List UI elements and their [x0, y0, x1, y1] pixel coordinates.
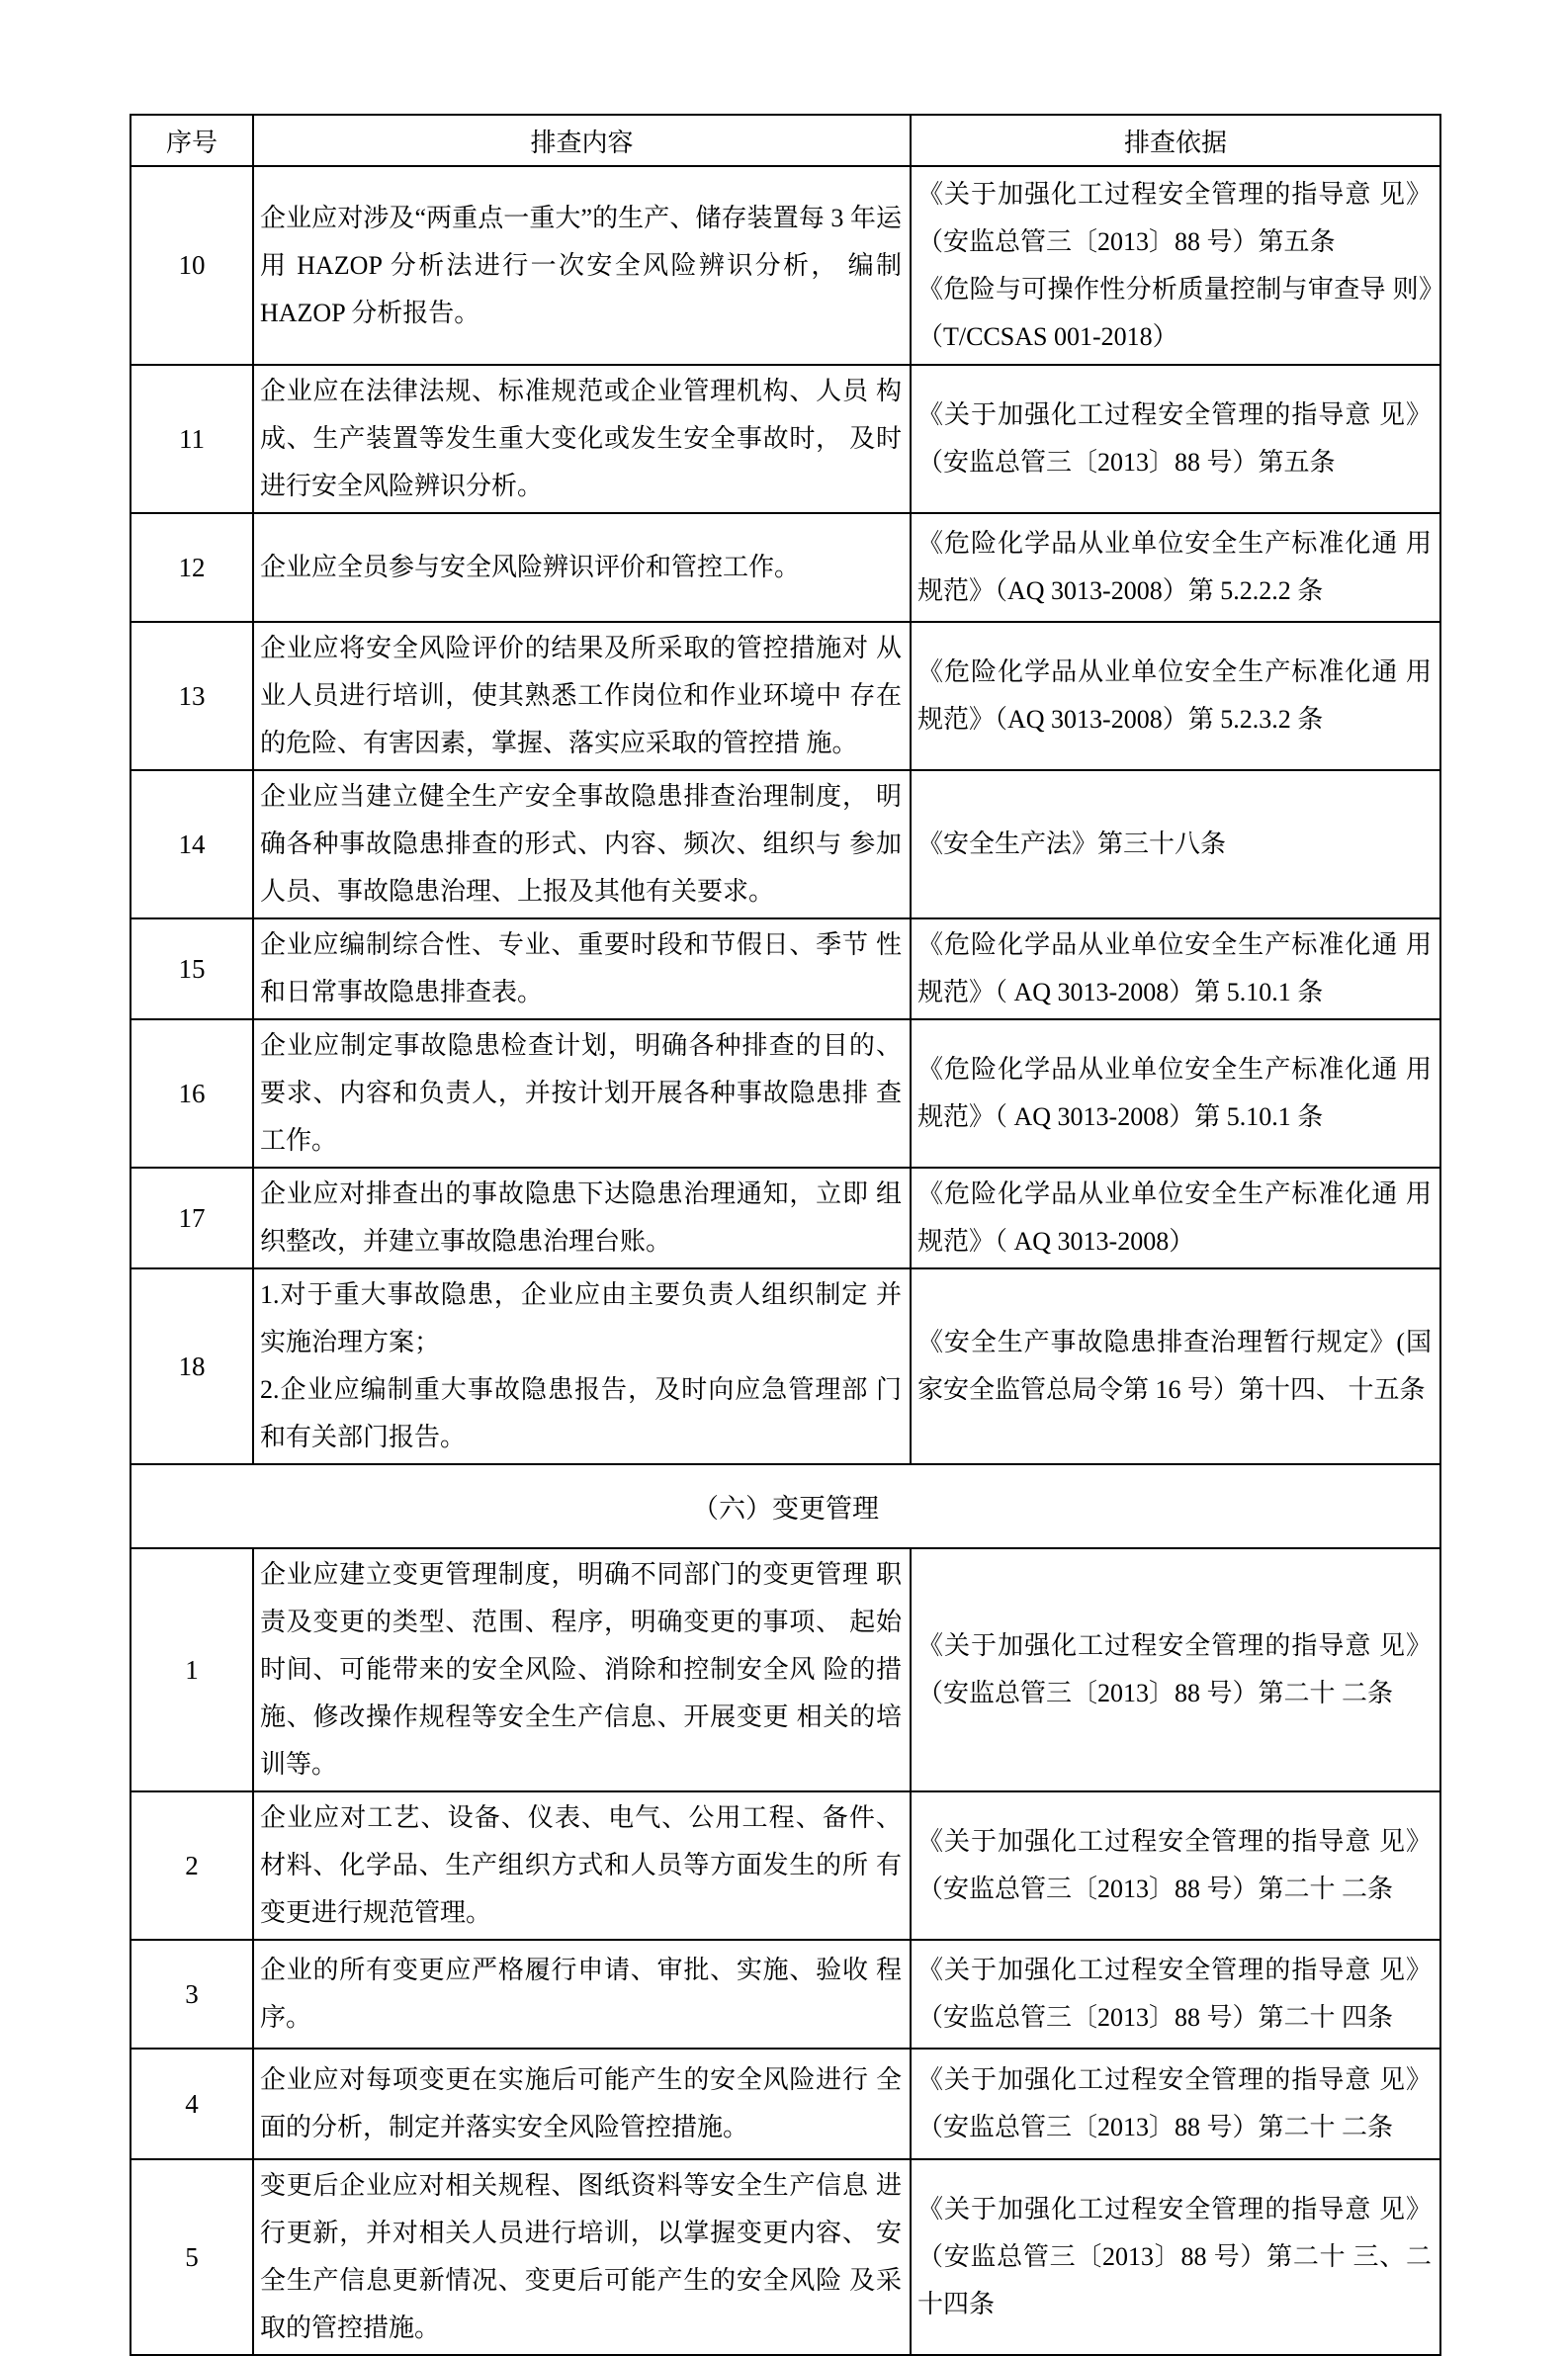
- content-text: 企业应建立变更管理制度，明确不同部门的变更管理 职责及变更的类型、范围、程序，明确变更的事项、 起始时间、可能带来的安全风险、消除和控制安全风 险的措施、修改操作规程等安全生产信息、开展变更 相关的培训等。: [260, 1560, 902, 1779]
- basis-cell: [911, 1168, 1440, 1268]
- row-number: 1: [131, 1548, 253, 1791]
- content-cell: [253, 1268, 911, 1464]
- row-number: 13: [131, 622, 253, 770]
- table-row: [131, 1791, 1440, 1940]
- content-text: 企业应将安全风险评价的结果及所采取的管控措施对 从业人员进行培训，使其熟悉工作岗位和作业环境中 存在的危险、有害因素，掌握、落实应采取的管控措 施。: [260, 634, 902, 757]
- basis-reference: 《关于加强化工过程安全管理的指导意 见》（安监总管三〔2013〕88 号）第二十 四条: [917, 1956, 1432, 2032]
- basis-reference: 《关于加强化工过程安全管理的指导意 见》（安监总管三〔2013〕88 号）第二十 二条: [917, 1827, 1432, 1903]
- basis-cell: [911, 770, 1440, 918]
- content-cell: [253, 2159, 911, 2355]
- content-text: 企业应对涉及“两重点一重大”的生产、储存装置每 3 年运用 HAZOP 分析法进行一次安全风险辨识分析， 编制HAZOP 分析报告。: [260, 203, 902, 327]
- table-row: [131, 918, 1440, 1019]
- row-number: 4: [131, 2049, 253, 2159]
- basis-reference: 《关于加强化工过程安全管理的指导意 见》（安监总管三〔2013〕88 号）第二十 二条: [917, 2065, 1432, 2141]
- basis-cell: [911, 1268, 1440, 1464]
- basis-reference: 《安全生产事故隐患排查治理暂行规定》(国 家安全监管总局令第 16 号）第十四、 十五条: [917, 1328, 1432, 1404]
- basis-reference: 《关于加强化工过程安全管理的指导意 见》（安监总管三〔2013〕88 号）第二十 二条: [917, 1631, 1432, 1707]
- content-text: 2.企业应编制重大事故隐患报告，及时向应急管理部 门和有关部门报告。: [260, 1375, 902, 1451]
- section-divider-row: [131, 1464, 1440, 1548]
- table-header-row: [131, 115, 1440, 166]
- basis-cell: [911, 918, 1440, 1019]
- row-number: 2: [131, 1791, 253, 1940]
- table-row: [131, 1268, 1440, 1464]
- table-row: [131, 1940, 1440, 2049]
- content-text: 企业应编制综合性、专业、重要时段和节假日、季节 性和日常事故隐患排查表。: [260, 930, 902, 1006]
- basis-reference: 《危险化学品从业单位安全生产标准化通 用规范》（ AQ 3013-2008）第 5.10.1 条: [917, 1055, 1432, 1131]
- content-cell: [253, 2049, 911, 2159]
- inspection-table: [130, 114, 1441, 2356]
- content-text: 企业应制定事故隐患检查计划，明确各种排查的目的、要求、内容和负责人，并按计划开展各种事故隐患排 查工作。: [260, 1031, 902, 1155]
- content-cell: [253, 1791, 911, 1940]
- content-cell: [253, 1168, 911, 1268]
- basis-cell: [911, 1940, 1440, 2049]
- content-cell: [253, 1019, 911, 1168]
- content-cell: [253, 770, 911, 918]
- content-cell: [253, 918, 911, 1019]
- content-text: 企业应当建立健全生产安全事故隐患排查治理制度， 明确各种事故隐患排查的形式、内容、频次、组织与 参加人员、事故隐患治理、上报及其他有关要求。: [260, 782, 902, 906]
- basis-cell: [911, 166, 1440, 365]
- row-number: 5: [131, 2159, 253, 2355]
- row-number: 3: [131, 1940, 253, 2049]
- header-col-basis: 排查依据: [911, 115, 1440, 166]
- basis-reference: 《安全生产法》第三十八条: [917, 829, 1227, 858]
- content-cell: [253, 166, 911, 365]
- table-row: [131, 1019, 1440, 1168]
- header-col-num: 序号: [131, 115, 253, 166]
- content-text: 企业应对工艺、设备、仪表、电气、公用工程、备件、材料、化学品、生产组织方式和人员等方面发生的所 有变更进行规范管理。: [260, 1803, 902, 1927]
- basis-cell: [911, 1019, 1440, 1168]
- row-number: 16: [131, 1019, 253, 1168]
- row-number: 10: [131, 166, 253, 365]
- table-row: [131, 770, 1440, 918]
- basis-reference: 《关于加强化工过程安全管理的指导意 见》（安监总管三〔2013〕88 号）第五条: [917, 179, 1432, 256]
- table-row: [131, 2159, 1440, 2355]
- table-row: [131, 166, 1440, 365]
- basis-cell: [911, 1791, 1440, 1940]
- content-text: 企业应在法律法规、标准规范或企业管理机构、人员 构成、生产装置等发生重大变化或发生安全事故时， 及时进行安全风险辨识分析。: [260, 377, 902, 500]
- table-row: [131, 1168, 1440, 1268]
- basis-reference: 《关于加强化工过程安全管理的指导意 见》（安监总管三〔2013〕88 号）第二十 三、二十四条: [917, 2195, 1432, 2318]
- basis-cell: [911, 2049, 1440, 2159]
- content-text: 企业应全员参与安全风险辨识评价和管控工作。: [260, 553, 801, 581]
- basis-reference: 《危险化学品从业单位安全生产标准化通 用规范》（ AQ 3013-2008）第 5.10.1 条: [917, 930, 1432, 1006]
- basis-reference: 《危险化学品从业单位安全生产标准化通 用规范》（AQ 3013-2008）第 5.2.2.2 条: [917, 529, 1432, 605]
- content-text: 变更后企业应对相关规程、图纸资料等安全生产信息 进行更新，并对相关人员进行培训，以掌握变更内容、 安全生产信息更新情况、变更后可能产生的安全风险 及采取的管控措施。: [260, 2171, 902, 2342]
- table-row: [131, 513, 1440, 622]
- content-text: 企业应对每项变更在实施后可能产生的安全风险进行 全面的分析，制定并落实安全风险管控措施。: [260, 2065, 902, 2141]
- table-row: [131, 1548, 1440, 1791]
- content-cell: [253, 365, 911, 513]
- basis-cell: [911, 1548, 1440, 1791]
- section-title: （六）变更管理: [131, 1464, 1440, 1548]
- row-number: 12: [131, 513, 253, 622]
- table-row: [131, 2049, 1440, 2159]
- basis-cell: [911, 365, 1440, 513]
- content-cell: [253, 1548, 911, 1791]
- header-col-content: 排查内容: [253, 115, 911, 166]
- basis-reference: 《危险化学品从业单位安全生产标准化通 用规范》（AQ 3013-2008）第 5.2.3.2 条: [917, 657, 1432, 734]
- basis-reference: 《危险化学品从业单位安全生产标准化通 用规范》（ AQ 3013-2008）: [917, 1179, 1432, 1256]
- basis-cell: [911, 513, 1440, 622]
- content-text: 企业的所有变更应严格履行申请、审批、实施、验收 程序。: [260, 1956, 902, 2032]
- row-number: 11: [131, 365, 253, 513]
- row-number: 17: [131, 1168, 253, 1268]
- table-row: [131, 365, 1440, 513]
- basis-reference: 《危险与可操作性分析质量控制与审查导 则》（T/CCSAS 001-2018）: [917, 274, 1432, 351]
- row-number: 18: [131, 1268, 253, 1464]
- content-cell: [253, 622, 911, 770]
- row-number: 14: [131, 770, 253, 918]
- basis-cell: [911, 2159, 1440, 2355]
- table-row: [131, 622, 1440, 770]
- content-cell: [253, 513, 911, 622]
- basis-reference: 《关于加强化工过程安全管理的指导意 见》（安监总管三〔2013〕88 号）第五条: [917, 400, 1432, 477]
- content-cell: [253, 1940, 911, 2049]
- row-number: 15: [131, 918, 253, 1019]
- basis-cell: [911, 622, 1440, 770]
- content-text: 1.对于重大事故隐患，企业应由主要负责人组织制定 并实施治理方案；: [260, 1280, 902, 1356]
- content-text: 企业应对排查出的事故隐患下达隐患治理通知，立即 组织整改，并建立事故隐患治理台账。: [260, 1179, 902, 1256]
